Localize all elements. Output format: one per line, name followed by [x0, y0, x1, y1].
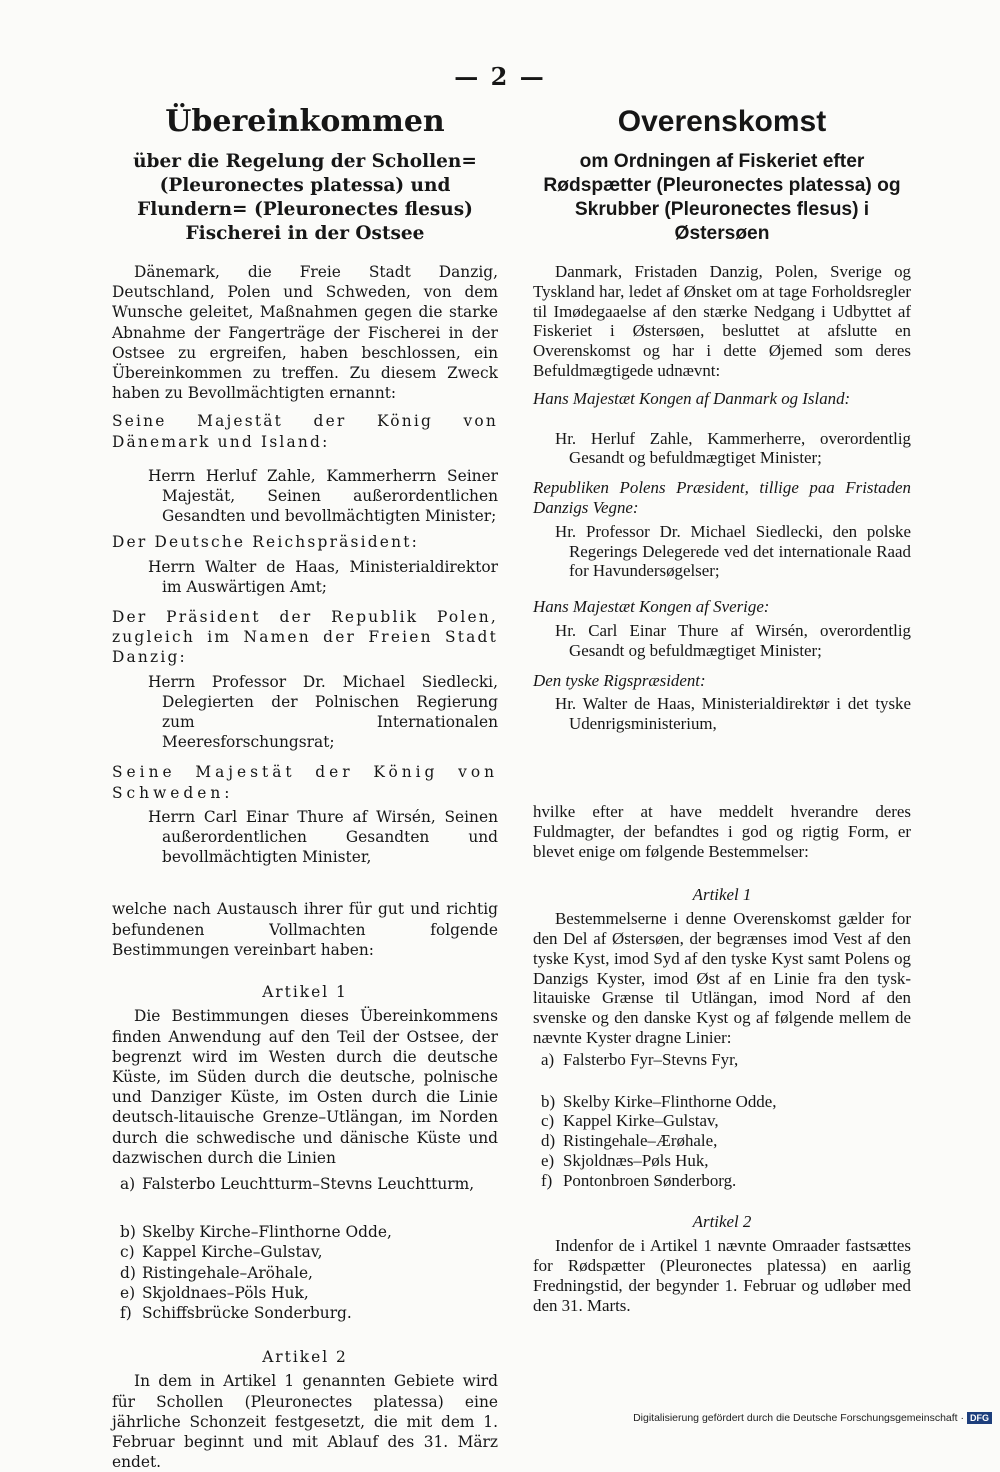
dfg-logo: DFG	[967, 1412, 992, 1424]
list-item: f) Schiffsbrücke Sonderburg.	[120, 1303, 352, 1322]
german-plenipotentiary-4-head: Seine Majestät der König von Schweden:	[112, 763, 498, 802]
danish-plenipotentiary-4-head: Den tyske Rigspræsident:	[533, 670, 706, 690]
list-item: c) Kappel Kirke–Gulstav,	[541, 1111, 719, 1131]
page-number: — 2 —	[454, 62, 546, 91]
german-plenipotentiary-1-name: Herrn Herluf Zahle, Kammerherrn Seiner Majestät, Seinen außerordentlichen Gesandten und bevollmächtigten Minister;	[148, 466, 498, 526]
danish-subtitle: om Ordningen af Fiskeriet efter Rødspætter (Pleuronectes platessa) og Skrubber (Pleuronectes flesus) i Østersøen	[543, 151, 901, 244]
danish-lines-list	[541, 1050, 911, 1191]
danish-intro: Danmark, Fristaden Danzig, Polen, Sverige og Tyskland har, ledet af Ønsket om at tage Forholdsregler til Imødegaaelse af den stærke Nedgang i Udbyttet af Fiskeriet i Østersøen, besluttet at afslutte en Overenskomst og har i dette Øjemed som deres Befuldmægtigede udnævnt:	[533, 262, 911, 380]
footer-text: Digitalisierung gefördert durch die Deutsche Forschungsgemeinschaft ·	[633, 1412, 964, 1424]
list-item: a) Falsterbo Fyr–Stevns Fyr,	[541, 1049, 739, 1069]
danish-article-2-text: Indenfor de i Artikel 1 nævnte Omraader fastsættes for Rødspætter (Pleuronectes platessa) en aarlig Fredningstid, der begynder 1. Februar og udløber med den 31. Marts.	[533, 1236, 911, 1315]
list-item: d) Ristingehale–Aröhale,	[120, 1263, 313, 1282]
danish-plenipotentiary-4-name: Hr. Walter de Haas, Ministerialdirektør i det tyske Udenrigsministerium,	[555, 694, 911, 734]
list-item: e) Skjoldnaes–Pöls Huk,	[120, 1283, 309, 1302]
german-title: Übereinkommen	[165, 104, 445, 139]
list-item: f) Pontonbroen Sønderborg.	[541, 1170, 737, 1190]
danish-plenipotentiary-2-head: Republiken Polens Præsident, tillige paa Fristaden Danzigs Vegne:	[533, 478, 911, 517]
german-article-1-text: Die Bestimmungen dieses Übereinkommens finden Anwendung auf den Teil der Ostsee, der begrenzt wird im Westen durch die deutsche Küste, im Süden durch die deutsche, polnische und Danziger Küste, im Osten durch die Linie deutsch-litauische Grenze–Utlängan, im Norden durch die schwedische und dänische Küste und dazwischen durch die Linien	[112, 1007, 498, 1167]
list-item: d) Ristingehale–Ærøhale,	[541, 1131, 718, 1151]
list-item: a) Falsterbo Leuchtturm–Stevns Leuchtturm,	[120, 1174, 475, 1193]
german-plenipotentiary-2-name: Herrn Walter de Haas, Ministerialdirektor im Auswärtigen Amt;	[148, 557, 498, 596]
german-article-2-title: Artikel 2	[262, 1348, 348, 1367]
list-item: c) Kappel Kirche–Gulstav,	[120, 1243, 323, 1262]
german-plenipotentiary-2-head: Der Deutsche Reichspräsident:	[112, 533, 419, 552]
danish-article-1-title: Artikel 1	[692, 885, 752, 905]
danish-plenipotentiary-3-head: Hans Majestæt Kongen af Sverige:	[533, 597, 770, 617]
list-item: b) Skelby Kirche–Flinthorne Odde,	[120, 1223, 392, 1242]
danish-plenipotentiary-1-head: Hans Majestæt Kongen af Danmark og Island:	[533, 388, 851, 408]
danish-article-1-text: Bestemmelserne i denne Overenskomst gælder for den Del af Østersøen, der begrænses imod Vest af den tyske Kyst, imod Syd af den tyske Kyst samt Polens og Danzigs Kyster, imod Øst af en Linie fra den tysk-litauiske Grænse til Utlängan, imod Nord af den svenske og den danske Kyst og af følgende mellem de nævnte Kyster dragne Linier:	[533, 909, 911, 1047]
german-plenipotentiary-3-name: Herrn Professor Dr. Michael Siedlecki, Delegierten der Polnischen Regierung zum Internationalen Meeresforschungsrat;	[148, 672, 498, 752]
german-lines-list	[120, 1174, 498, 1323]
danish-title: Overenskomst	[617, 105, 827, 138]
danish-closing: hvilke efter at have meddelt hverandre deres Fuldmagter, der befandtes i god og rigtig Form, er blevet enige om følgende Bestemmelser:	[533, 801, 911, 861]
german-intro: Dänemark, die Freie Stadt Danzig, Deutschland, Polen und Schweden, von dem Wunsche geleitet, Maßnahmen gegen die starke Abnahme der Fangerträge der Fischerei in der Ostsee zu ergreifen, haben beschlossen, ein Übereinkommen zu treffen. Zu diesem Zweck haben zu Bevollmächtigten ernannt:	[112, 263, 498, 403]
danish-plenipotentiary-2-name: Hr. Professor Dr. Michael Siedlecki, den polske Regerings Delegerede ved det internationale Raad for Havundersøgelser;	[555, 521, 911, 581]
german-article-1-title: Artikel 1	[262, 983, 348, 1002]
german-article-2-text: In dem in Artikel 1 genannten Gebiete wird für Schollen (Pleuronectes platessa) eine jährliche Schonzeit festgesetzt, die mit dem 1. Februar beginnt und mit Ablauf des 31. März endet.	[112, 1372, 498, 1472]
german-plenipotentiary-1-head: Seine Majestät der König von Dänemark und Island:	[112, 412, 498, 451]
danish-article-2-title: Artikel 2	[692, 1212, 752, 1232]
danish-plenipotentiary-1-name: Hr. Herluf Zahle, Kammerherre, overordentlig Gesandt og befuldmægtiget Minister;	[555, 428, 911, 468]
german-plenipotentiary-3-head: Der Präsident der Republik Polen, zugleich im Namen der Freien Stadt Danzig:	[112, 608, 498, 667]
german-subtitle: über die Regelung der Schollen= (Pleuronectes platessa) und Flundern= (Pleuronectes flesus) Fischerei in der Ostsee	[133, 151, 477, 244]
german-column	[112, 104, 498, 1472]
list-item: b) Skelby Kirke–Flinthorne Odde,	[541, 1091, 777, 1111]
german-plenipotentiary-4-name: Herrn Carl Einar Thure af Wirsén, Seinen außerordentlichen Gesandten und bevollmächtigten Minister,	[148, 807, 498, 867]
danish-column	[533, 104, 911, 1315]
digitization-footer	[633, 1412, 992, 1424]
list-item: e) Skjoldnæs–Pøls Huk,	[541, 1150, 709, 1170]
german-closing: welche nach Austausch ihrer für gut und richtig befundenen Vollmachten folgende Bestimmungen vereinbart haben:	[112, 900, 498, 959]
danish-plenipotentiary-3-name: Hr. Carl Einar Thure af Wirsén, overordentlig Gesandt og befuldmægtiget Minister;	[555, 620, 911, 660]
